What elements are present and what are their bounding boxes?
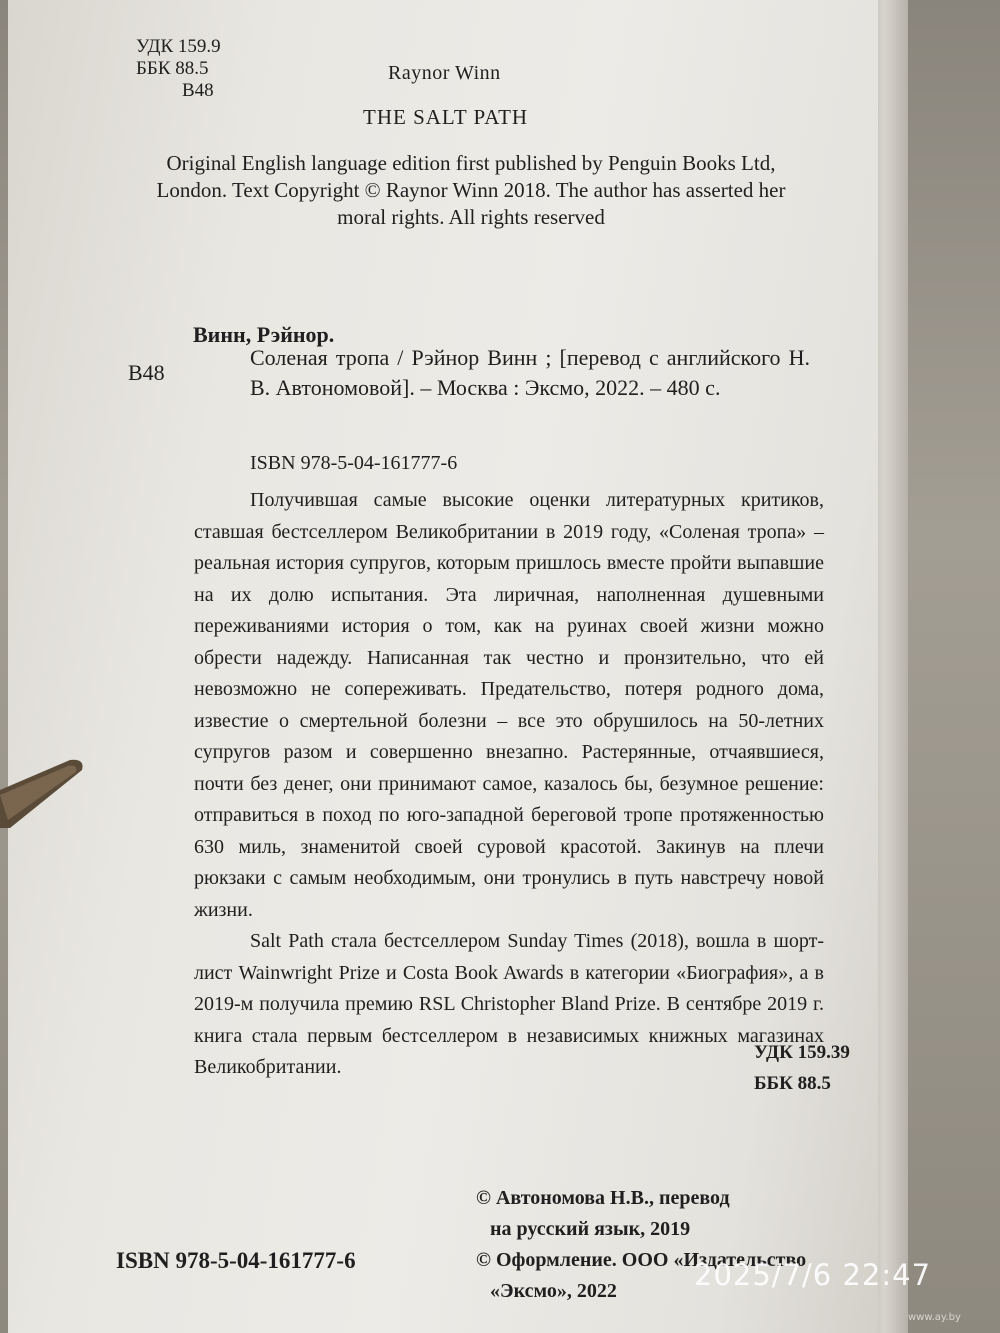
original-edition-note: Original English language edition first published by Penguin Books Ltd, London. Text Copyright © Raynor Winn 2018. The author has asserted her moral rights. All rights reserved [156, 151, 786, 229]
abstract-paragraph: Salt Path стала бестселлером Sunday Times (2018), вошла в шорт-лист Wainwright Prize и Costa Book Awards в категории «Биография», а в 2019-м получила премию RSL Christopher Bland Prize. В сентябре 2019 г. книга стала первым бестселлером в независимых книжных магазинах Великобритании. [194, 930, 824, 1078]
book-page [8, 0, 878, 1333]
udk-code-bottom: УДК 159.39 [754, 1042, 850, 1063]
copyright-line: © Автономова Н.В., перевод [476, 1187, 730, 1209]
abstract-paragraph: Получившая самые высокие оценки литературных критиков, ставшая бестселлером Великобритании в 2019 году, «Соленая тропа» – реальная история супругов, которым пришлось вместе пройти выпавшие на их долю испытания. Эта лиричная, наполненная душевными переживаниями история о том, как на руинах своей жизни можно обрести надежду. Написанная так честно и пронзительно, что ей невозможно не сопереживать. Предательство, потеря родного дома, известие о смертельной болезни – все это обрушилось на 50-летних супругов разом и совершенно внезапно. Растерянные, отчаявшиеся, почти без денег, они принимают самое, казалось бы, безумное решение: отправиться в поход по юго-западной береговой тропе протяженностью 630 миль, знаменитой своей суровой красотой. Закинув на плечи рюкзаки с самым необходимым, они тронулись в путь навстречу новой жизни. [194, 489, 824, 921]
site-watermark: www.ay.by [908, 1312, 961, 1323]
bibliographic-author: Винн, Рэйнор. [193, 322, 335, 347]
classification-bottom [754, 1037, 850, 1099]
bibliographic-description: Соленая тропа / Рэйнор Винн ; [перевод с английского Н. В. Автономовой]. – Москва : Эксмо, 2022. – 480 с. [250, 345, 810, 400]
copyright-line: © Оформление. ООО «Издательство [476, 1249, 807, 1271]
classification-top [136, 36, 221, 102]
bbk-code-bottom: ББК 88.5 [754, 1073, 831, 1094]
udk-code: УДК 159.9 [136, 36, 221, 57]
bbk-code: ББК 88.5 [136, 58, 209, 79]
author-english: Raynor Winn [388, 62, 501, 84]
copyright-line: на русский язык, 2019 [490, 1218, 691, 1240]
bibliographic-code: В48 [128, 360, 165, 385]
wooden-stick-object [0, 740, 95, 830]
photo-timestamp: 2025/7/6 22:47 [694, 1258, 932, 1292]
author-mark: В48 [182, 80, 214, 101]
copyright-line: «Эксмо», 2022 [490, 1280, 617, 1302]
abstract [194, 485, 824, 1084]
title-english: THE SALT PATH [363, 105, 529, 129]
isbn-bottom: ISBN 978-5-04-161777-6 [116, 1248, 356, 1273]
isbn-main: ISBN 978-5-04-161777-6 [250, 452, 458, 474]
